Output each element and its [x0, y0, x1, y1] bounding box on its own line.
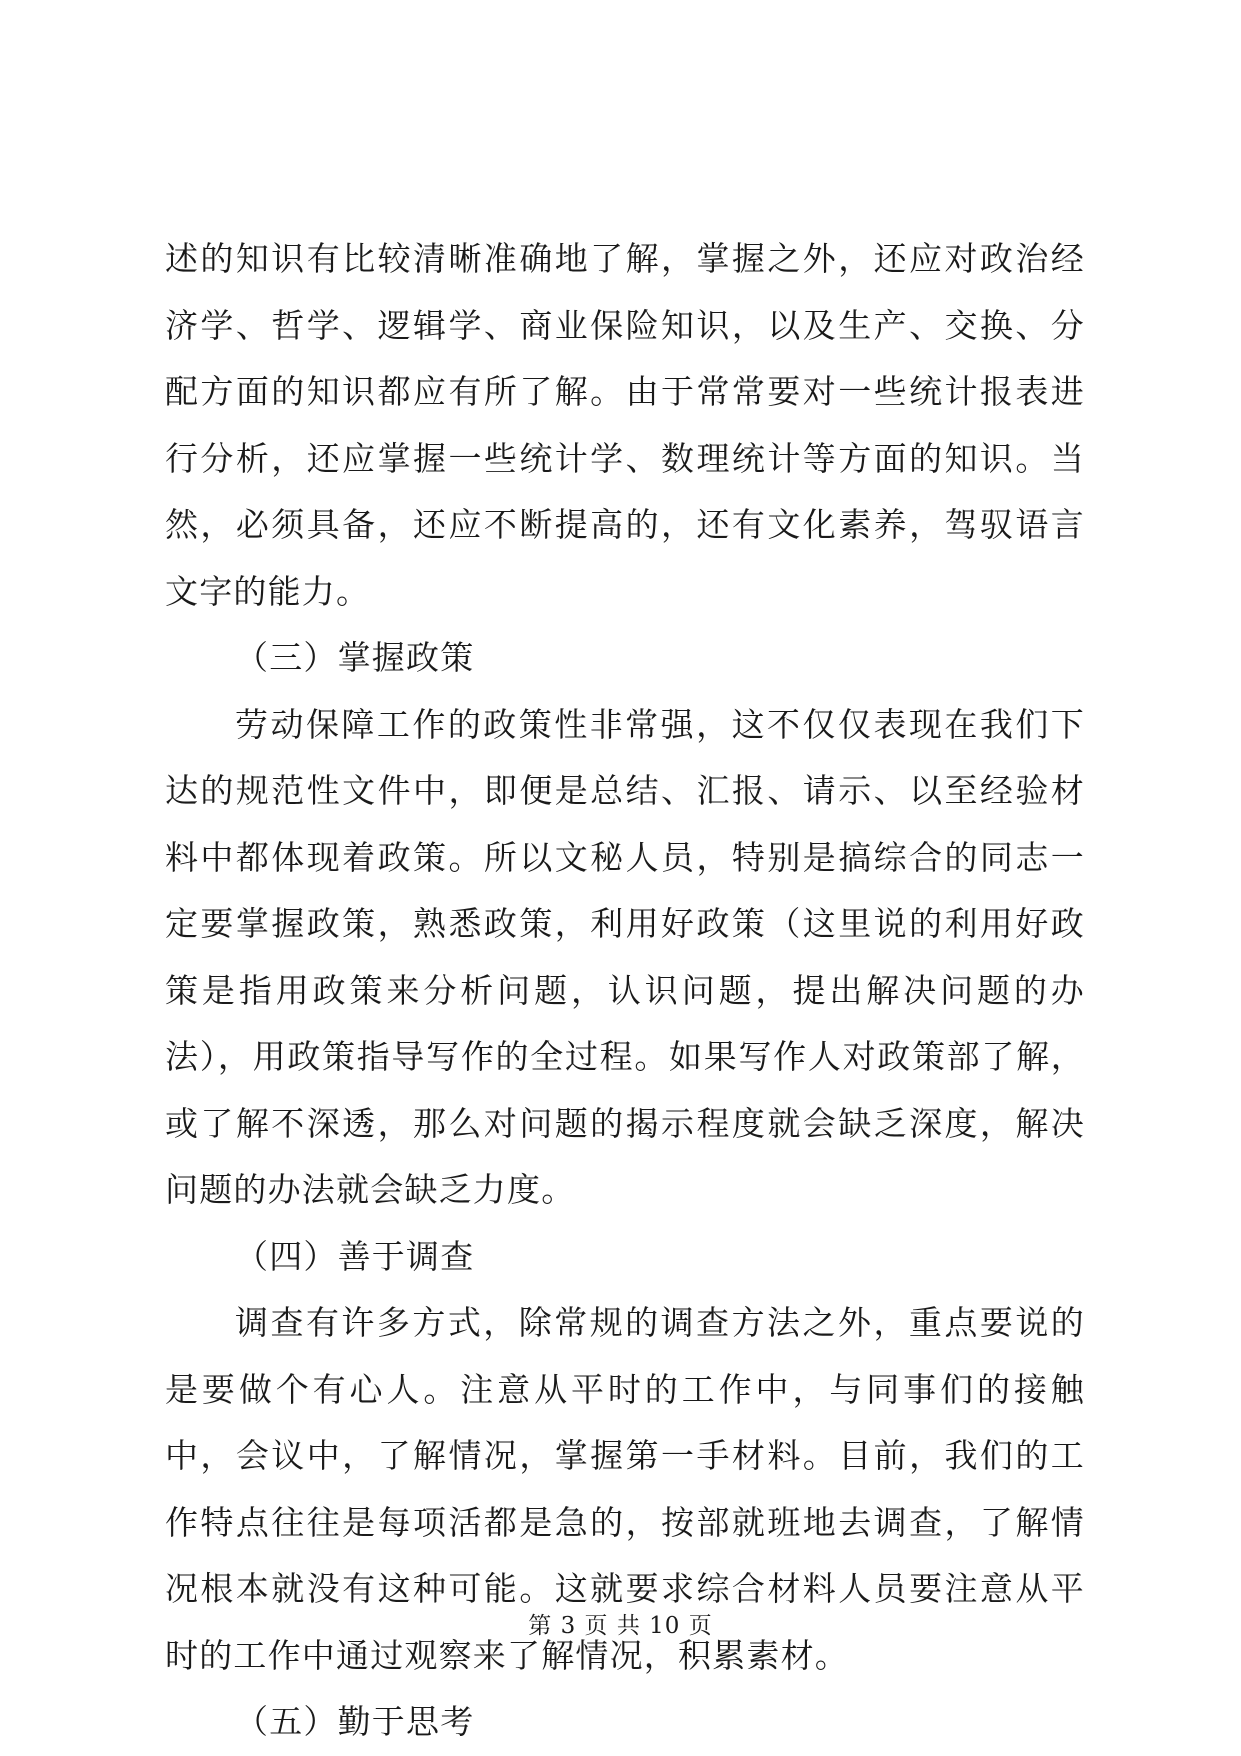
section-heading-4: （四）善于调查 [235, 1236, 475, 1276]
section-heading-3: （三）掌握政策 [235, 638, 475, 677]
paragraph-policy: 劳动保障工作的政策性非常强，这不仅仅表现在我们下达的规范性文件中，即便是总结、汇报、请示、以至经验材料中都体现着政策。所以文秘人员，特别是搞综合的同志一定要掌握政策，熟悉政策，利用好政策（这里说的利用好政策是指用政策来分析问题，认识问题，提出解决问题的办法），用政策指导写作的全过程。如果写作人对政策部了解，或了解不深透，那么对问题的揭示程度就会缺乏深度，解决问题的办法就会缺乏力度。 [165, 704, 1085, 1209]
page-number-footer: 第 3 页 共 10 页 [528, 1613, 713, 1639]
document-body [165, 226, 1085, 1756]
paragraph-continuation: 述的知识有比较清晰准确地了解，掌握之外，还应对政治经济学、哲学、逻辑学、商业保险知识，以及生产、交换、分配方面的知识都应有所了解。由于常常要对一些统计报表进行分析，还应掌握一些统计学、数理统计等方面的知识。当然，必须具备，还应不断提高的，还有文化素养，驾驭语言文字的能力。 [165, 239, 1085, 611]
paragraph-investigation: 调查有许多方式，除常规的调查方法之外，重点要说的是要做个有心人。注意从平时的工作中，与同事们的接触中，会议中，了解情况，掌握第一手材料。目前，我们的工作特点往往是每项活都是急的，按部就班地去调查，了解情况根本就没有这种可能。这就要求综合材料人员要注意从平时的工作中通过观察来了解情况，积累素材。 [165, 1303, 1085, 1675]
section-heading-5: （五）勤于思考 [235, 1702, 475, 1741]
